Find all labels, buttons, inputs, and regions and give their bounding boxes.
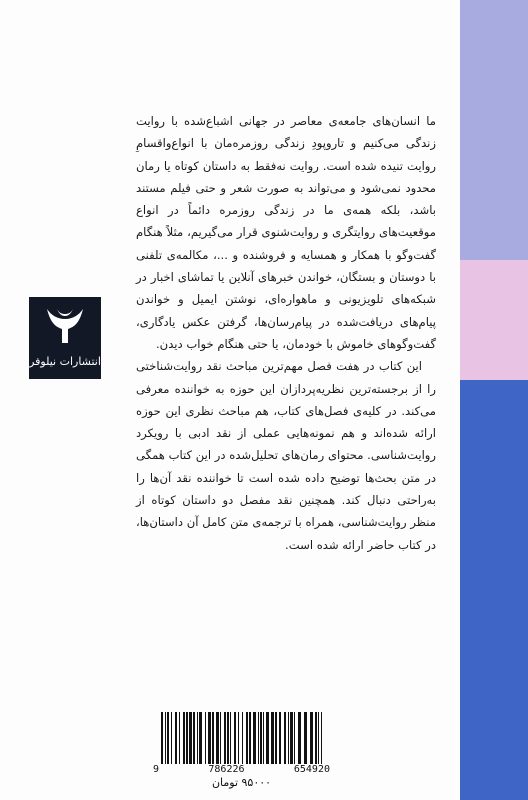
color-strip-middle — [460, 260, 528, 380]
blurb-paragraph-1: ما انسان‌های جامعه‌ی معاصر در جهانی اشباع‌شده با روایت زندگی می‌کنیم و تاروپودِ زندگی روزمره‌مان با انواع‌واقسامِ روایت تنیده شده است. روایت نه‌فقط به داستان کوتاه یا رمان محدود نمی‌شود و می‌تواند به صورت شعر و حتی فیلم مستند باشد، بلکه همه‌ی ما در زندگی روزمره دائماً در انواع موقعیت‌های روایتگری و روایت‌شنوی قرار می‌گیریم، مثلاً هنگام گفت‌وگو با همکار و همسایه و فروشنده و ...، مکالمه‌ی تلفنی با دوستان و بستگان، خواندن خبرهای آنلاین یا تماشای اخبار در شبکه‌های تلویزیونی و ماهواره‌ای، نوشتن ایمیل و خواندن پیام‌های دریافت‌شده در پیام‌رسان‌ها، گرفتن عکس یادگاری، گفت‌وگوهای خاموش با خودمان، یا حتی هنگام خواب دیدن. — [136, 114, 436, 351]
color-strip-bottom — [460, 380, 528, 800]
barcode-digits — [153, 764, 330, 775]
back-cover-blurb — [136, 110, 436, 556]
lotus-flower-icon — [43, 305, 87, 349]
barcode-digit-prefix: 9 — [153, 764, 160, 775]
price-label: ۹۵۰۰۰ تومان — [211, 776, 272, 789]
barcode-digit-group-1: 786226 — [208, 764, 245, 775]
barcode-bars — [153, 712, 330, 764]
isbn-barcode — [153, 706, 330, 792]
blurb-paragraph-2: این کتاب در هفت فصل مهم‌ترین مباحث نقد روایت‌شناختی را از برجسته‌ترین نظریه‌پردازان این حوزه به خواننده معرفی می‌کند. در کلیه‌ی فصل‌های کتاب، هم مباحث نظری این حوزه ارائه شده‌اند و هم نمونه‌هایی عملی از نقد ادبی با رویکرد روایت‌شناسی. محتوای رمان‌های تحلیل‌شده در این کتاب همگی در متن بحث‌ها توضیح داده شده است تا خواننده نقد آن‌ها را به‌راحتی دنبال کند. همچنین نقد مفصل دو داستان کوتاه از منظر روایت‌شناسی، همراه با ترجمه‌ی متن کامل آن داستان‌ها، در کتاب حاضر ارائه شده است. — [136, 359, 436, 552]
barcode-digit-group-2: 654920 — [293, 764, 330, 775]
color-strip-top — [460, 0, 528, 260]
publisher-name: انتشارات نیلوفر — [29, 355, 101, 368]
publisher-logo — [29, 297, 101, 379]
